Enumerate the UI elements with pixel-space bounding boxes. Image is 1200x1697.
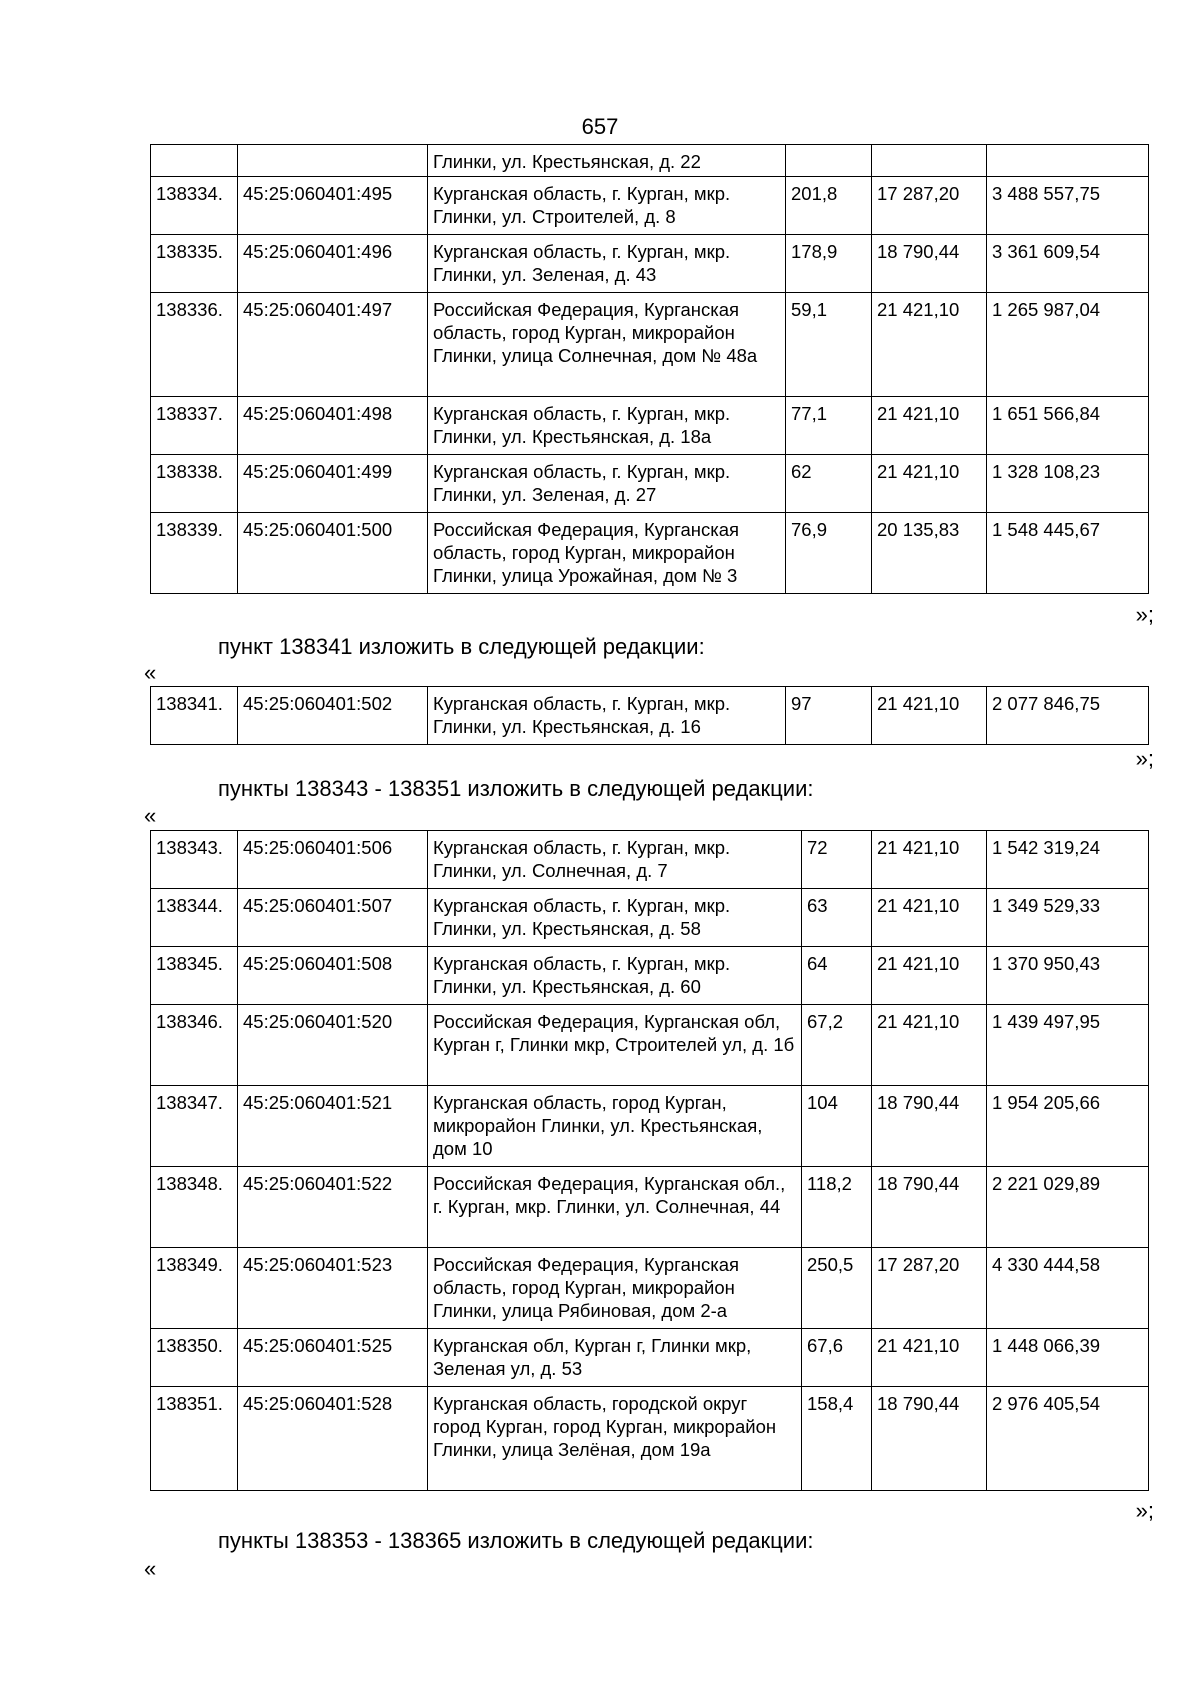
address-cell: Курганская область, г. Курган, мкр. Глинки, ул. Крестьянская, д. 58 — [428, 889, 802, 947]
unit-price-cell: 18 790,44 — [872, 1086, 987, 1167]
address-cell: Глинки, ул. Крестьянская, д. 22 — [428, 145, 786, 177]
area-cell: 118,2 — [802, 1167, 872, 1248]
area-cell — [786, 145, 872, 177]
row-number-cell: 138338. — [151, 455, 238, 513]
unit-price-cell: 21 421,10 — [872, 831, 987, 889]
table-row — [151, 889, 1149, 947]
property-table-1-body — [151, 145, 1149, 594]
property-table-3 — [150, 830, 1149, 1491]
closing-quote-2: »; — [1135, 746, 1154, 771]
cadastral-value-cell: 1 265 987,04 — [987, 293, 1149, 397]
address-cell: Курганская область, город Курган, микрорайон Глинки, ул. Крестьянская, дом 10 — [428, 1086, 802, 1167]
row-number-cell: 138344. — [151, 889, 238, 947]
row-number-cell: 138336. — [151, 293, 238, 397]
area-cell: 104 — [802, 1086, 872, 1167]
area-cell: 250,5 — [802, 1248, 872, 1329]
cadastral-number-cell: 45:25:060401:520 — [238, 1005, 428, 1086]
table-row-continuation — [151, 145, 1149, 177]
section-heading-2: пункты 138343 - 138351 изложить в следующей редакции: — [218, 776, 814, 801]
table-row — [151, 455, 1149, 513]
table-row — [151, 687, 1149, 745]
area-cell: 76,9 — [786, 513, 872, 594]
area-cell: 77,1 — [786, 397, 872, 455]
property-table-3-body — [151, 831, 1149, 1491]
row-number-cell: 138335. — [151, 235, 238, 293]
address-cell: Курганская область, г. Курган, мкр. Глинки, ул. Крестьянская, д. 16 — [428, 687, 786, 745]
table-row — [151, 1387, 1149, 1491]
unit-price-cell: 17 287,20 — [872, 1248, 987, 1329]
unit-price-cell: 21 421,10 — [872, 889, 987, 947]
cadastral-number-cell: 45:25:060401:502 — [238, 687, 428, 745]
table-row — [151, 235, 1149, 293]
row-number-cell — [151, 145, 238, 177]
unit-price-cell: 21 421,10 — [872, 455, 987, 513]
property-table-1 — [150, 144, 1149, 594]
cadastral-value-cell: 1 548 445,67 — [987, 513, 1149, 594]
row-number-cell: 138351. — [151, 1387, 238, 1491]
cadastral-number-cell: 45:25:060401:522 — [238, 1167, 428, 1248]
table-row — [151, 947, 1149, 1005]
area-cell: 59,1 — [786, 293, 872, 397]
address-cell: Российская Федерация, Курганская область, город Курган, микрорайон Глинки, улица Солнечная, дом № 48а — [428, 293, 786, 397]
table-row — [151, 177, 1149, 235]
opening-quote-1: « — [144, 660, 157, 685]
cadastral-value-cell: 1 954 205,66 — [987, 1086, 1149, 1167]
row-number-cell: 138339. — [151, 513, 238, 594]
cadastral-value-cell: 2 221 029,89 — [987, 1167, 1149, 1248]
unit-price-cell: 18 790,44 — [872, 235, 987, 293]
unit-price-cell: 21 421,10 — [872, 1005, 987, 1086]
unit-price-cell: 18 790,44 — [872, 1167, 987, 1248]
row-number-cell: 138347. — [151, 1086, 238, 1167]
cadastral-value-cell: 1 542 319,24 — [987, 831, 1149, 889]
cadastral-value-cell: 1 349 529,33 — [987, 889, 1149, 947]
cadastral-value-cell: 1 328 108,23 — [987, 455, 1149, 513]
cadastral-value-cell: 3 361 609,54 — [987, 235, 1149, 293]
cadastral-number-cell — [238, 145, 428, 177]
table-row — [151, 1248, 1149, 1329]
property-table-2 — [150, 686, 1149, 745]
cadastral-number-cell: 45:25:060401:496 — [238, 235, 428, 293]
address-cell: Курганская область, г. Курган, мкр. Глинки, ул. Строителей, д. 8 — [428, 177, 786, 235]
unit-price-cell: 17 287,20 — [872, 177, 987, 235]
address-cell: Курганская область, г. Курган, мкр. Глинки, ул. Крестьянская, д. 18а — [428, 397, 786, 455]
area-cell: 67,2 — [802, 1005, 872, 1086]
address-cell: Российская Федерация, Курганская обл., г. Курган, мкр. Глинки, ул. Солнечная, 44 — [428, 1167, 802, 1248]
opening-quote-3: « — [144, 1556, 157, 1581]
table-row — [151, 1167, 1149, 1248]
unit-price-cell: 21 421,10 — [872, 687, 987, 745]
cadastral-value-cell — [987, 145, 1149, 177]
cadastral-number-cell: 45:25:060401:497 — [238, 293, 428, 397]
unit-price-cell: 21 421,10 — [872, 397, 987, 455]
area-cell: 201,8 — [786, 177, 872, 235]
cadastral-number-cell: 45:25:060401:521 — [238, 1086, 428, 1167]
area-cell: 62 — [786, 455, 872, 513]
row-number-cell: 138345. — [151, 947, 238, 1005]
unit-price-cell: 18 790,44 — [872, 1387, 987, 1491]
cadastral-value-cell: 1 439 497,95 — [987, 1005, 1149, 1086]
area-cell: 97 — [786, 687, 872, 745]
address-cell: Курганская область, г. Курган, мкр. Глинки, ул. Зеленая, д. 27 — [428, 455, 786, 513]
row-number-cell: 138348. — [151, 1167, 238, 1248]
cadastral-number-cell: 45:25:060401:506 — [238, 831, 428, 889]
row-number-cell: 138349. — [151, 1248, 238, 1329]
address-cell: Курганская область, городской округ город Курган, город Курган, микрорайон Глинки, улица Зелёная, дом 19а — [428, 1387, 802, 1491]
cadastral-number-cell: 45:25:060401:498 — [238, 397, 428, 455]
cadastral-number-cell: 45:25:060401:495 — [238, 177, 428, 235]
cadastral-number-cell: 45:25:060401:499 — [238, 455, 428, 513]
area-cell: 67,6 — [802, 1329, 872, 1387]
cadastral-value-cell: 1 651 566,84 — [987, 397, 1149, 455]
closing-quote-1: »; — [1135, 602, 1154, 627]
cadastral-value-cell: 2 976 405,54 — [987, 1387, 1149, 1491]
cadastral-value-cell: 1 370 950,43 — [987, 947, 1149, 1005]
unit-price-cell — [872, 145, 987, 177]
row-number-cell: 138334. — [151, 177, 238, 235]
row-number-cell: 138341. — [151, 687, 238, 745]
address-cell: Курганская обл, Курган г, Глинки мкр, Зеленая ул, д. 53 — [428, 1329, 802, 1387]
cadastral-value-cell: 3 488 557,75 — [987, 177, 1149, 235]
area-cell: 178,9 — [786, 235, 872, 293]
cadastral-value-cell: 1 448 066,39 — [987, 1329, 1149, 1387]
table-row — [151, 1005, 1149, 1086]
unit-price-cell: 20 135,83 — [872, 513, 987, 594]
cadastral-number-cell: 45:25:060401:508 — [238, 947, 428, 1005]
table-row — [151, 1086, 1149, 1167]
unit-price-cell: 21 421,10 — [872, 947, 987, 1005]
cadastral-number-cell: 45:25:060401:500 — [238, 513, 428, 594]
area-cell: 64 — [802, 947, 872, 1005]
cadastral-value-cell: 4 330 444,58 — [987, 1248, 1149, 1329]
address-cell: Курганская область, г. Курган, мкр. Глинки, ул. Солнечная, д. 7 — [428, 831, 802, 889]
cadastral-value-cell: 2 077 846,75 — [987, 687, 1149, 745]
cadastral-number-cell: 45:25:060401:507 — [238, 889, 428, 947]
area-cell: 158,4 — [802, 1387, 872, 1491]
table-row — [151, 513, 1149, 594]
section-heading-1: пункт 138341 изложить в следующей редакции: — [218, 634, 705, 659]
unit-price-cell: 21 421,10 — [872, 293, 987, 397]
page-number: 657 — [581, 114, 619, 139]
property-table-2-body — [151, 687, 1149, 745]
table-row — [151, 831, 1149, 889]
address-cell: Российская Федерация, Курганская область, город Курган, микрорайон Глинки, улица Рябиновая, дом 2-а — [428, 1248, 802, 1329]
unit-price-cell: 21 421,10 — [872, 1329, 987, 1387]
table-row — [151, 1329, 1149, 1387]
area-cell: 63 — [802, 889, 872, 947]
address-cell: Российская Федерация, Курганская обл, Курган г, Глинки мкр, Строителей ул, д. 1б — [428, 1005, 802, 1086]
cadastral-number-cell: 45:25:060401:525 — [238, 1329, 428, 1387]
cadastral-number-cell: 45:25:060401:523 — [238, 1248, 428, 1329]
row-number-cell: 138346. — [151, 1005, 238, 1086]
cadastral-number-cell: 45:25:060401:528 — [238, 1387, 428, 1491]
address-cell: Российская Федерация, Курганская область, город Курган, микрорайон Глинки, улица Урожайная, дом № 3 — [428, 513, 786, 594]
opening-quote-2: « — [144, 803, 157, 828]
row-number-cell: 138337. — [151, 397, 238, 455]
address-cell: Курганская область, г. Курган, мкр. Глинки, ул. Крестьянская, д. 60 — [428, 947, 802, 1005]
table-row — [151, 293, 1149, 397]
table-row — [151, 397, 1149, 455]
closing-quote-3: »; — [1135, 1498, 1154, 1523]
address-cell: Курганская область, г. Курган, мкр. Глинки, ул. Зеленая, д. 43 — [428, 235, 786, 293]
row-number-cell: 138350. — [151, 1329, 238, 1387]
section-heading-3: пункты 138353 - 138365 изложить в следующей редакции: — [218, 1528, 814, 1553]
row-number-cell: 138343. — [151, 831, 238, 889]
area-cell: 72 — [802, 831, 872, 889]
